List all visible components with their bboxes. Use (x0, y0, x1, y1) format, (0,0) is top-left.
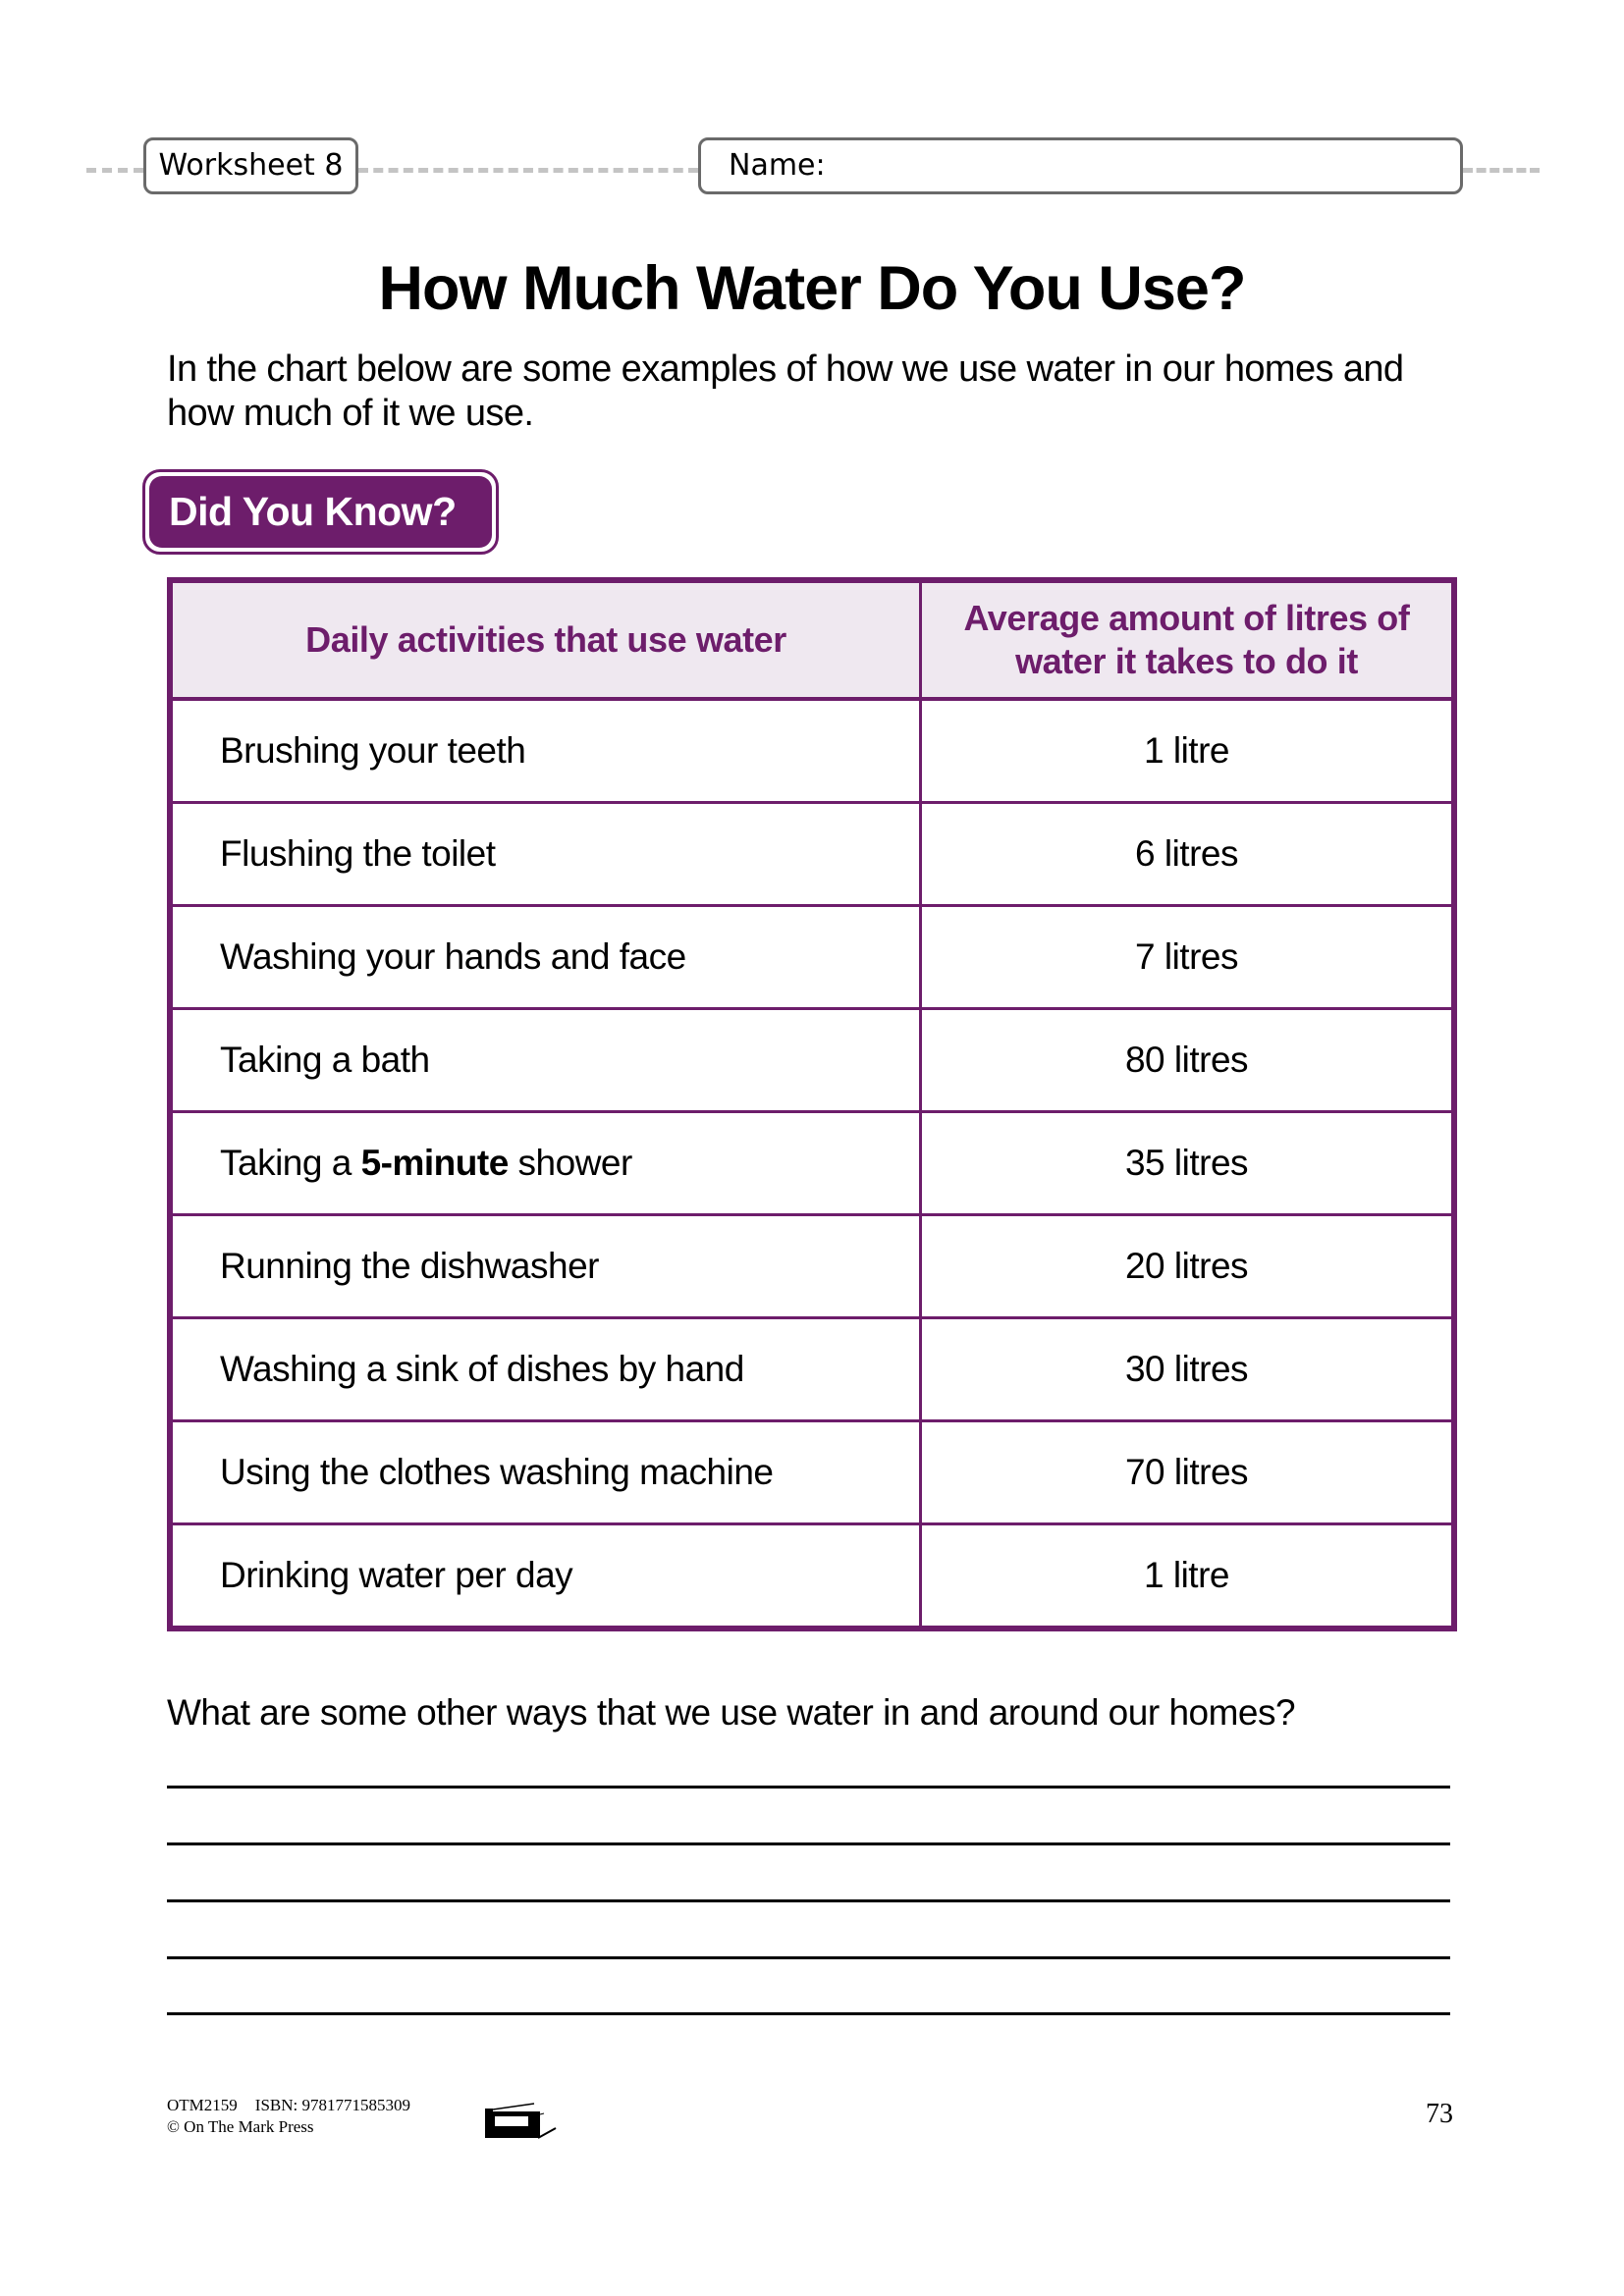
activity-cell: Washing your hands and face (170, 906, 921, 1009)
page-number: 73 (1426, 2099, 1453, 2129)
worksheet-label: Worksheet 8 (143, 137, 358, 194)
table-row (170, 1009, 1454, 1112)
copyright: © On The Mark Press (167, 2117, 314, 2136)
answer-line-2[interactable] (167, 1842, 1450, 1845)
product-code: OTM2159 (167, 2096, 238, 2114)
intro-paragraph: In the chart below are some examples of how we use water in our homes and how much of it we use. (167, 348, 1404, 434)
table-row (170, 1112, 1454, 1215)
table-row (170, 1318, 1454, 1421)
activity-cell: Flushing the toilet (170, 803, 921, 906)
amount-cell: 20 litres (921, 1215, 1455, 1318)
column-header-activity: Daily activities that use water (170, 580, 921, 699)
column-header-amount: Average amount of litres of water it takes to do it (921, 580, 1455, 699)
table-header-row (170, 580, 1454, 699)
question-prompt: What are some other ways that we use water in and around our homes? (167, 1692, 1296, 1733)
activity-cell: Washing a sink of dishes by hand (170, 1318, 921, 1421)
activity-cell: Brushing your teeth (170, 699, 921, 803)
amount-cell: 6 litres (921, 803, 1455, 906)
activity-cell: Drinking water per day (170, 1524, 921, 1629)
activity-emphasis: 5-minute (360, 1143, 509, 1183)
isbn: ISBN: 9781771585309 (254, 2096, 410, 2114)
did-you-know-badge (142, 469, 499, 555)
activity-cell: Running the dishwasher (170, 1215, 921, 1318)
table-row (170, 1421, 1454, 1524)
table-row (170, 1215, 1454, 1318)
amount-cell: 70 litres (921, 1421, 1455, 1524)
header-dashed-rule-left (86, 168, 143, 173)
amount-cell: 80 litres (921, 1009, 1455, 1112)
name-field-label: Name: (729, 148, 826, 183)
table-row (170, 803, 1454, 906)
answer-line-5[interactable] (167, 2012, 1450, 2015)
table-row (170, 699, 1454, 803)
answer-line-4[interactable] (167, 1956, 1450, 1959)
answer-line-1[interactable] (167, 1786, 1450, 1789)
amount-cell: 35 litres (921, 1112, 1455, 1215)
header-dashed-rule-middle (358, 168, 698, 173)
table-row (170, 906, 1454, 1009)
water-usage-table (167, 577, 1457, 1631)
activity-cell: Using the clothes washing machine (170, 1421, 921, 1524)
name-field[interactable] (698, 137, 1463, 194)
answer-line-3[interactable] (167, 1899, 1450, 1902)
amount-cell: 7 litres (921, 906, 1455, 1009)
table-row (170, 1524, 1454, 1629)
amount-cell: 1 litre (921, 699, 1455, 803)
page-title: How Much Water Do You Use? (378, 254, 1246, 323)
activity-cell (170, 1112, 921, 1215)
header-dashed-rule-right (1463, 168, 1540, 173)
amount-cell: 30 litres (921, 1318, 1455, 1421)
amount-cell: 1 litre (921, 1524, 1455, 1629)
activity-cell: Taking a bath (170, 1009, 921, 1112)
copier-icon (483, 2103, 562, 2142)
footer-publication-info (167, 2095, 410, 2138)
did-you-know-label: Did You Know? (149, 476, 492, 548)
activity-text: shower (508, 1143, 632, 1183)
activity-text: Taking a (220, 1143, 361, 1183)
